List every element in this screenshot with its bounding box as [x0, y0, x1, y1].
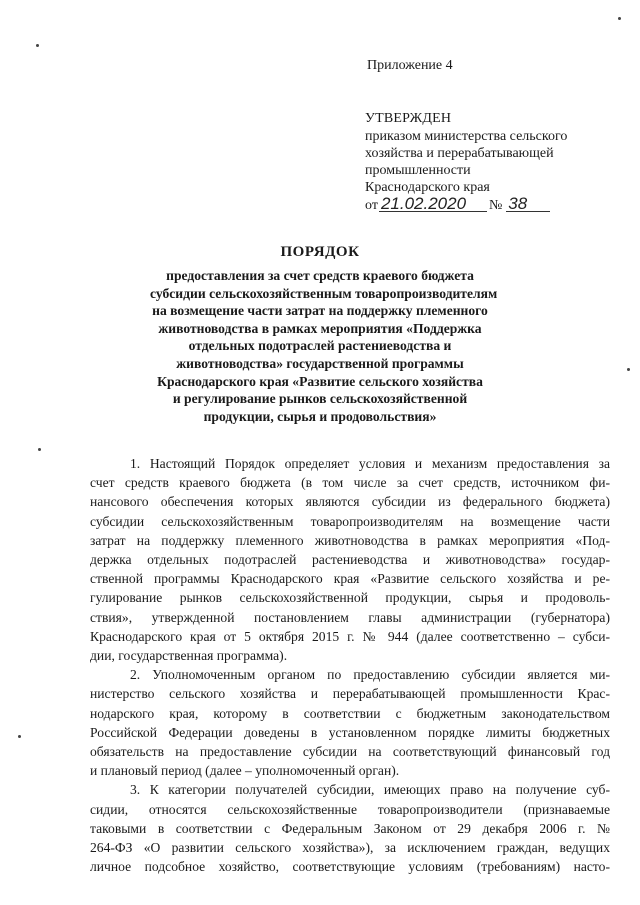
subtitle-line: животноводства» государственной программы: [176, 355, 464, 371]
subtitle-line: отдельных подотраслей растениеводства и: [188, 338, 452, 354]
approval-date-number: [365, 196, 625, 214]
date-prefix: от: [365, 198, 378, 213]
body-line: нистерство сельского хозяйства и перерабатывающей промышленности Крас-: [90, 686, 610, 702]
body-line: и плановый период (далее – уполномоченный орган).: [90, 763, 400, 779]
subtitle-line: субсидии сельскохозяйственным товаропроизводителям: [150, 285, 498, 301]
body-line: держка отдельных подотраслей растениеводства и животноводства» государ-: [90, 552, 610, 568]
subtitle-line: продукции, сырья и продовольствия»: [203, 408, 437, 424]
body-line: нодарского края, которому в соответствии с бюджетным законодательством: [90, 705, 610, 721]
scan-speck: [18, 735, 21, 738]
approval-line: приказом министерства сельского: [365, 129, 568, 144]
body-line: 264-ФЗ «О развитии сельского хозяйства»), за исключением граждан, ведущих: [90, 840, 610, 856]
body-line: таковыми в соответствии с Федеральным Законом от 29 декабря 2006 г. №: [90, 820, 610, 836]
body-line: обязательств на предоставление субсидии на соответствующий финансовый год: [90, 744, 610, 760]
handwritten-number: 38: [506, 196, 550, 212]
body-line: ствия», утвержденной постановлением главы администрации (губернатора): [90, 609, 610, 625]
approval-block: [365, 110, 625, 214]
body-line: 2. Уполномоченным органом по предоставлению субсидии является ми-: [130, 667, 610, 683]
body-line: гулирование рынков сельскохозяйственной продукции, сырья и продоволь-: [90, 590, 610, 606]
body-line: дии, государственная программа).: [90, 648, 288, 664]
subtitle-line: на возмещение части затрат на поддержку племенного: [152, 303, 488, 319]
body-line: личное подсобное хозяйство, соответствующие условиям (требованиям) насто-: [90, 859, 610, 875]
subtitle-line: предоставления за счет средств краевого бюджета: [166, 268, 474, 283]
subtitle-line: и регулирование рынков сельскохозяйственной: [172, 391, 468, 407]
document-subtitle: [150, 267, 498, 425]
body-line: затрат на поддержку племенного животноводства в рамках мероприятия «Под-: [90, 532, 610, 548]
document-body: [90, 454, 610, 876]
scan-speck: [627, 368, 630, 371]
approval-line: Краснодарского края: [365, 180, 490, 195]
approval-line: промышленности: [365, 163, 471, 178]
body-line: сидии, относятся сельскохозяйственные товаропроизводители (признаваемые: [90, 801, 610, 817]
scan-speck: [38, 448, 41, 451]
appendix-label: Приложение 4: [367, 58, 453, 73]
body-line: Краснодарского края от 5 октября 2015 г. № 944 (далее соответственно – субси-: [90, 628, 610, 644]
body-line: ственной программы Краснодарского края «Развитие сельского хозяйства и ре-: [90, 571, 610, 587]
handwritten-date: 21.02.2020: [379, 196, 487, 212]
subtitle-line: животноводства в рамках мероприятия «Поддержка: [158, 320, 482, 336]
approval-title: УТВЕРЖДЕН: [365, 111, 452, 126]
number-prefix: №: [488, 198, 503, 213]
body-line: нансового обеспечения которых являются субсидии из федерального бюджета): [90, 494, 610, 510]
document-heading: [150, 244, 498, 425]
body-line: 3. К категории получателей субсидии, имеющих право на получение суб-: [130, 782, 610, 798]
body-line: субсидии сельскохозяйственным товаропроизводителям на возмещение части: [90, 513, 610, 529]
body-line: 1. Настоящий Порядок определяет условия и механизм предоставления за: [130, 456, 610, 471]
scan-speck: [618, 17, 621, 20]
document-title: ПОРЯДОК: [280, 244, 360, 260]
subtitle-line: Краснодарского края «Развитие сельского хозяйства: [157, 373, 483, 389]
body-line: счет средств краевого бюджета (в том числе за счет средств, источником фи-: [90, 475, 610, 491]
approval-line: хозяйства и перерабатывающей: [365, 146, 554, 161]
scan-speck: [36, 44, 39, 47]
body-line: Российской Федерации доведены в установленном порядке лимиты бюджетных: [90, 724, 610, 740]
